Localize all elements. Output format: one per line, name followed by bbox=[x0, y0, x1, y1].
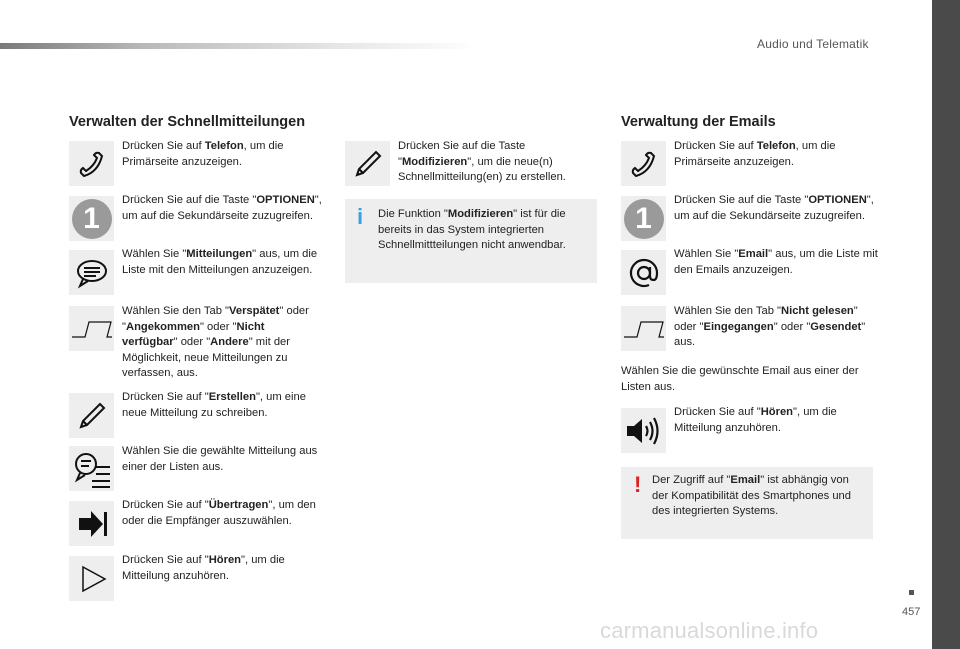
section-header: Audio und Telematik bbox=[757, 37, 869, 51]
left-section-title: Verwalten der Schnellmitteilungen bbox=[69, 114, 306, 130]
text-run: Wählen Sie den Tab " bbox=[122, 305, 230, 317]
emphasized-term: Verspätet bbox=[229, 305, 280, 317]
emphasized-term: Telefon bbox=[204, 140, 244, 152]
play-icon bbox=[69, 556, 114, 601]
text-run: ", um auf die Sekundärseite zuzugreifen. bbox=[122, 194, 322, 222]
text-run: " oder " bbox=[122, 305, 309, 333]
text-run: Der Zugriff auf " bbox=[652, 474, 731, 486]
text-run: ", um die Mitteilung anzuhören. bbox=[122, 554, 285, 582]
left-step-3-text bbox=[122, 247, 322, 278]
text-run: " aus, um die Liste mit den Emails anzuzeigen. bbox=[674, 248, 878, 276]
text-run: Drücken Sie auf " bbox=[122, 499, 209, 511]
text-run: " ist abhängig von der Kompatibilität des Smartphones und des integrierten Systems. bbox=[652, 474, 852, 517]
text-run: " oder " bbox=[773, 320, 811, 333]
text-run: " aus. bbox=[674, 320, 866, 348]
phone-icon bbox=[69, 141, 114, 186]
text-run: " oder " bbox=[199, 320, 237, 333]
emphasized-term: Email bbox=[730, 474, 761, 486]
text-run: Drücken Sie auf bbox=[122, 140, 205, 152]
text-run: " oder " bbox=[173, 336, 211, 348]
emphasized-term: Nicht gelesen bbox=[781, 305, 854, 317]
email-phone-icon bbox=[621, 141, 666, 186]
emphasized-term: Telefon bbox=[756, 140, 796, 152]
left-step-5-text bbox=[122, 390, 322, 421]
tab-icon bbox=[69, 306, 114, 351]
speaker-icon bbox=[621, 408, 666, 453]
text-run: ", um die neue(n) Schnellmitteilung(en) zu erstellen. bbox=[398, 155, 566, 183]
text-run: ", um die Mitteilung anzuhören. bbox=[674, 406, 837, 434]
text-run: Drücken Sie auf die Taste " bbox=[398, 140, 526, 168]
text-run: Drücken Sie auf bbox=[674, 140, 757, 152]
emphasized-term: Email bbox=[738, 248, 769, 260]
text-run: " ist für die bereits in das System integrierten Schnellmittteilungen nicht anwendbar. bbox=[378, 208, 566, 251]
right-section-title: Verwaltung der Emails bbox=[621, 114, 776, 130]
text-run: Wählen Sie die gewählte Mitteilung aus einer der Listen aus. bbox=[122, 445, 318, 473]
emphasized-term: Modifizieren bbox=[447, 208, 514, 220]
emphasized-term: Erstellen bbox=[208, 391, 256, 403]
modify-pen-icon bbox=[345, 141, 390, 186]
left-step-6-text bbox=[122, 444, 322, 475]
emphasized-term: Übertragen bbox=[208, 499, 269, 511]
text-run: " oder " bbox=[674, 305, 858, 333]
emphasized-term: Modifizieren bbox=[401, 155, 468, 168]
text-run: ", um den oder die Empfänger auszuwählen. bbox=[122, 499, 316, 527]
right-step-2-text bbox=[674, 193, 874, 224]
left-step-2-text bbox=[122, 193, 322, 224]
warning-note-text bbox=[652, 473, 862, 520]
number-one-icon: 1 bbox=[72, 199, 112, 239]
emphasized-term: OPTIONEN bbox=[808, 194, 867, 206]
email-number-one-badge bbox=[621, 196, 666, 241]
text-run: Die Funktion " bbox=[378, 208, 448, 220]
text-run: Wählen Sie " bbox=[122, 248, 187, 260]
left-step-7-text bbox=[122, 498, 322, 529]
left-step-1-text bbox=[122, 139, 322, 170]
header-gradient-bar bbox=[0, 43, 480, 49]
emphasized-term: Hören bbox=[208, 554, 242, 566]
left-step-4-text bbox=[122, 304, 322, 382]
right-step-3-text bbox=[674, 247, 879, 278]
text-run: " aus, um die Liste mit den Mitteilungen anzuzeigen. bbox=[122, 248, 318, 276]
emphasized-term: Angekommen bbox=[125, 320, 200, 333]
watermark: carmanualsonline.info bbox=[600, 618, 819, 643]
text-run: ", um eine neue Mitteilung zu schreiben. bbox=[122, 391, 306, 419]
page-edge-tab bbox=[932, 0, 960, 649]
text-run: Drücken Sie auf " bbox=[122, 391, 209, 403]
text-run: , um die Primärseite anzuzeigen. bbox=[122, 140, 284, 168]
emphasized-term: Nicht verfügbar bbox=[122, 320, 265, 348]
pen-icon bbox=[69, 393, 114, 438]
page-marker bbox=[909, 590, 914, 595]
info-icon: i bbox=[357, 204, 364, 229]
email-tab-icon bbox=[621, 306, 666, 351]
emphasized-term: Hören bbox=[760, 406, 794, 418]
forward-icon bbox=[69, 501, 114, 546]
middle-step-text bbox=[398, 139, 593, 186]
right-step-4-text bbox=[674, 304, 874, 351]
text-run: , um die Primärseite anzuzeigen. bbox=[674, 140, 836, 168]
text-run: Drücken Sie auf " bbox=[674, 406, 761, 418]
right-step-5-text bbox=[674, 405, 874, 436]
messages-icon bbox=[69, 250, 114, 295]
emphasized-term: Mitteilungen bbox=[186, 248, 253, 260]
page-number: 457 bbox=[902, 606, 921, 618]
text-run: Drücken Sie auf " bbox=[122, 554, 209, 566]
text-run: " mit der Möglichkeit, neue Mitteilungen zu verfassen, aus. bbox=[122, 336, 290, 379]
emphasized-term: Andere bbox=[210, 336, 249, 348]
message-select-icon bbox=[69, 446, 114, 491]
number-one-badge bbox=[69, 196, 114, 241]
emphasized-term: Gesendet bbox=[810, 320, 862, 333]
text-run: Drücken Sie auf die Taste " bbox=[122, 194, 257, 206]
text-run: Drücken Sie auf die Taste " bbox=[674, 194, 809, 206]
at-icon bbox=[621, 250, 666, 295]
text-run: Wählen Sie den Tab " bbox=[674, 305, 782, 317]
emphasized-term: OPTIONEN bbox=[256, 194, 315, 206]
left-step-8-text bbox=[122, 553, 322, 584]
info-note-text bbox=[378, 207, 588, 254]
text-run: ", um auf die Sekundärseite zuzugreifen. bbox=[674, 194, 874, 222]
emphasized-term: Eingegangen bbox=[703, 320, 774, 333]
right-plain-text: Wählen Sie die gewünschte Email aus einer der Listen aus. bbox=[621, 365, 859, 393]
right-step-1-text bbox=[674, 139, 874, 170]
text-run: Wählen Sie " bbox=[674, 248, 739, 260]
warning-icon: ! bbox=[634, 472, 642, 497]
number-one-icon: 1 bbox=[624, 199, 664, 239]
